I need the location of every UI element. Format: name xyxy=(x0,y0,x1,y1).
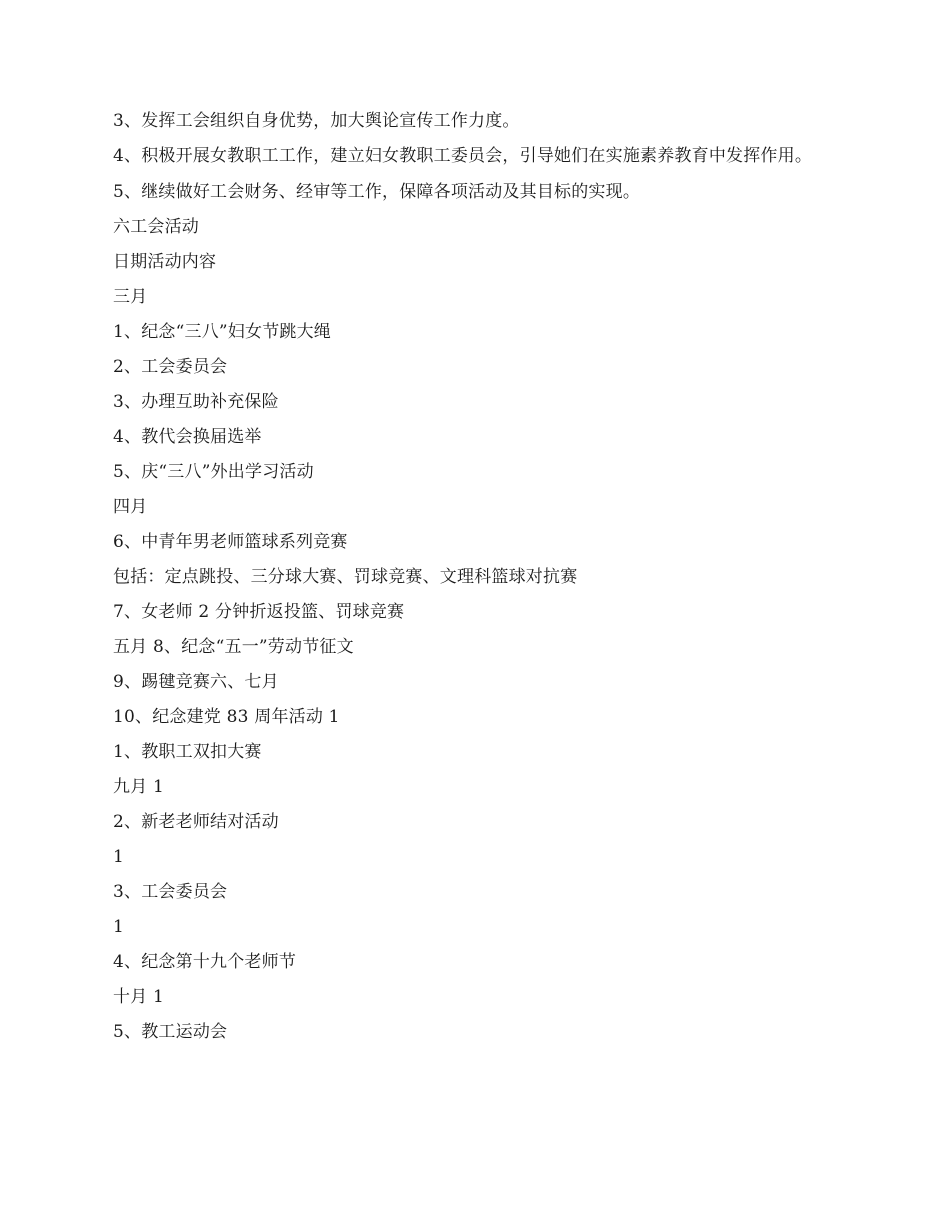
activity-item: 5、庆“三八”外出学习活动 xyxy=(113,462,314,482)
month-label: 四月 xyxy=(113,497,148,517)
paragraph: 1 xyxy=(113,847,125,867)
activity-item: 2、工会委员会 xyxy=(113,357,228,377)
paragraph: 1 xyxy=(113,917,125,937)
month-label: 十月 1 xyxy=(113,987,165,1007)
activity-item: 10、纪念建党 83 周年活动 1 xyxy=(113,707,340,727)
table-header-text: 日期活动内容 xyxy=(113,252,217,272)
activity-item: 2、新老老师结对活动 xyxy=(113,812,279,832)
activity-detail: 包括：定点跳投、三分球大赛、罚球竞赛、文理科篮球对抗赛 xyxy=(113,567,578,587)
section-heading: 六工会活动 xyxy=(113,217,199,237)
document-body xyxy=(113,110,838,1056)
activity-item: 1、纪念“三八”妇女节跳大绳 xyxy=(113,322,331,342)
paragraph: 5、继续做好工会财务、经审等工作，保障各项活动及其目标的实现。 xyxy=(113,182,641,202)
activity-item: 6、中青年男老师篮球系列竞赛 xyxy=(113,532,348,552)
paragraph: 3、发挥工会组织自身优势，加大舆论宣传工作力度。 xyxy=(113,111,520,131)
activity-item: 4、教代会换届选举 xyxy=(113,427,262,447)
activity-item: 9、踢毽竞赛六、七月 xyxy=(113,672,279,692)
activity-item: 五月 8、纪念“五一”劳动节征文 xyxy=(113,637,354,657)
activity-item: 3、工会委员会 xyxy=(113,882,228,902)
activity-item: 3、办理互助补充保险 xyxy=(113,392,279,412)
month-label: 三月 xyxy=(113,287,148,307)
activity-item: 7、女老师 2 分钟折返投篮、罚球竞赛 xyxy=(113,602,405,622)
month-label: 九月 1 xyxy=(113,777,165,797)
activity-item: 5、教工运动会 xyxy=(113,1022,228,1042)
activity-item: 1、教职工双扣大赛 xyxy=(113,742,262,762)
activity-item: 4、纪念第十九个老师节 xyxy=(113,952,297,972)
paragraph: 4、积极开展女教职工工作，建立妇女教职工委员会，引导她们在实施素养教育中发挥作用。 xyxy=(113,146,813,166)
